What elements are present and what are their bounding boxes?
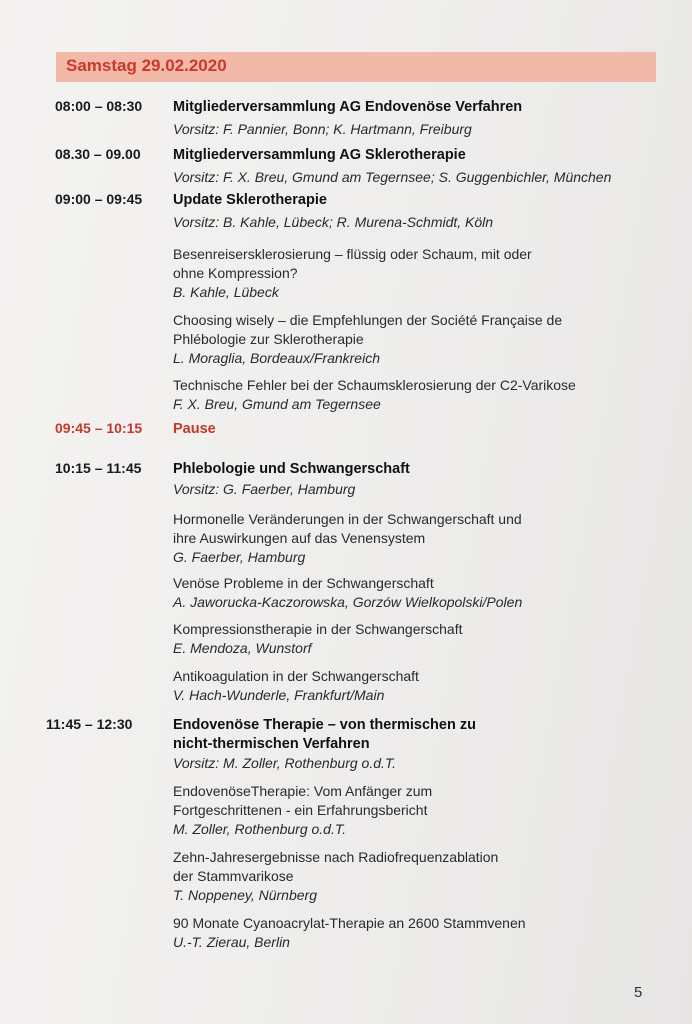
session-title: Pause <box>173 421 216 437</box>
talk-title-line: der Stammvarikose <box>173 868 294 884</box>
day-header-label: Samstag 29.02.2020 <box>66 56 227 75</box>
session-time: 11:45 – 12:30 <box>46 716 133 732</box>
talk-title-line: ohne Kompression? <box>173 265 298 281</box>
talk-item <box>173 376 643 414</box>
talk-title-line: Besenreisersklerosierung – flüssig oder Schaum, mit oder <box>173 246 532 262</box>
session-chair: Vorsitz: B. Kahle, Lübeck; R. Murena-Schmidt, Köln <box>173 214 494 230</box>
talk-speaker: V. Hach-Wunderle, Frankfurt/Main <box>173 687 385 703</box>
talk-speaker: U.-T. Zierau, Berlin <box>173 934 290 950</box>
session-title: Mitgliederversammlung AG Endovenöse Verfahren <box>173 99 523 115</box>
session-time: 08:00 – 08:30 <box>55 98 143 114</box>
talk-title-line: EndovenöseTherapie: Vom Anfänger zum <box>173 783 433 799</box>
talk-item <box>173 914 643 952</box>
talk-title-line: 90 Monate Cyanoacrylat-Therapie an 2600 Stammvenen <box>173 915 526 931</box>
talk-item <box>173 782 643 839</box>
talk-speaker: A. Jaworucka-Kaczorowska, Gorzów Wielkopolski/Polen <box>173 594 523 610</box>
session-title: Mitgliederversammlung AG Sklerotherapie <box>173 147 466 163</box>
talk-speaker: T. Noppeney, Nürnberg <box>173 887 317 903</box>
session-title: Update Sklerotherapie <box>173 192 327 208</box>
talk-title-line: Venöse Probleme in der Schwangerschaft <box>173 575 434 591</box>
page-number: 5 <box>634 984 643 1001</box>
talk-title-line: Kompressionstherapie in der Schwangerschaft <box>173 621 463 637</box>
talk-speaker: E. Mendoza, Wunstorf <box>173 640 312 656</box>
session-time: 08.30 – 09.00 <box>55 146 141 162</box>
talk-title-line: Zehn-Jahresergebnisse nach Radiofrequenzablation <box>173 849 499 865</box>
talk-title-line: Choosing wisely – die Empfehlungen der Société Française de <box>173 312 563 328</box>
session-chair: Vorsitz: M. Zoller, Rothenburg o.d.T. <box>173 755 397 771</box>
talk-speaker: B. Kahle, Lübeck <box>173 284 279 300</box>
talk-title-line: Phlébologie zur Sklerotherapie <box>173 331 364 347</box>
talk-item <box>173 245 643 302</box>
talk-speaker: L. Moraglia, Bordeaux/Frankreich <box>173 350 380 366</box>
session-chair: Vorsitz: F. Pannier, Bonn; K. Hartmann, Freiburg <box>173 121 472 137</box>
talk-title-line: Hormonelle Veränderungen in der Schwangerschaft und <box>173 511 522 527</box>
talk-title-line: Fortgeschrittenen - ein Erfahrungsbericht <box>173 802 428 818</box>
talk-title-line: Antikoagulation in der Schwangerschaft <box>173 668 419 684</box>
talk-item <box>173 848 643 905</box>
talk-item <box>173 510 643 567</box>
session-time: 09:45 – 10:15 <box>55 420 143 436</box>
session-title-line: Endovenöse Therapie – von thermischen zu <box>173 717 476 733</box>
talk-speaker: G. Faerber, Hamburg <box>173 549 306 565</box>
session-chair: Vorsitz: F. X. Breu, Gmund am Tegernsee; S. Guggenbichler, München <box>173 169 612 185</box>
talk-speaker: F. X. Breu, Gmund am Tegernsee <box>173 396 381 412</box>
day-header <box>56 52 656 82</box>
session-title: Phlebologie und Schwangerschaft <box>173 461 410 477</box>
talk-item <box>173 574 643 612</box>
session-time: 09:00 – 09:45 <box>55 191 143 207</box>
talk-item <box>173 620 643 658</box>
session-title-line: nicht-thermischen Verfahren <box>173 736 370 752</box>
talk-title-line: Technische Fehler bei der Schaumsklerosierung der C2-Varikose <box>173 377 576 393</box>
talk-speaker: M. Zoller, Rothenburg o.d.T. <box>173 821 347 837</box>
session-chair: Vorsitz: G. Faerber, Hamburg <box>173 481 356 497</box>
talk-title-line: ihre Auswirkungen auf das Venensystem <box>173 530 426 546</box>
session-title <box>173 716 633 754</box>
session-time: 10:15 – 11:45 <box>55 460 142 476</box>
talk-item <box>173 667 643 705</box>
talk-item <box>173 311 643 368</box>
